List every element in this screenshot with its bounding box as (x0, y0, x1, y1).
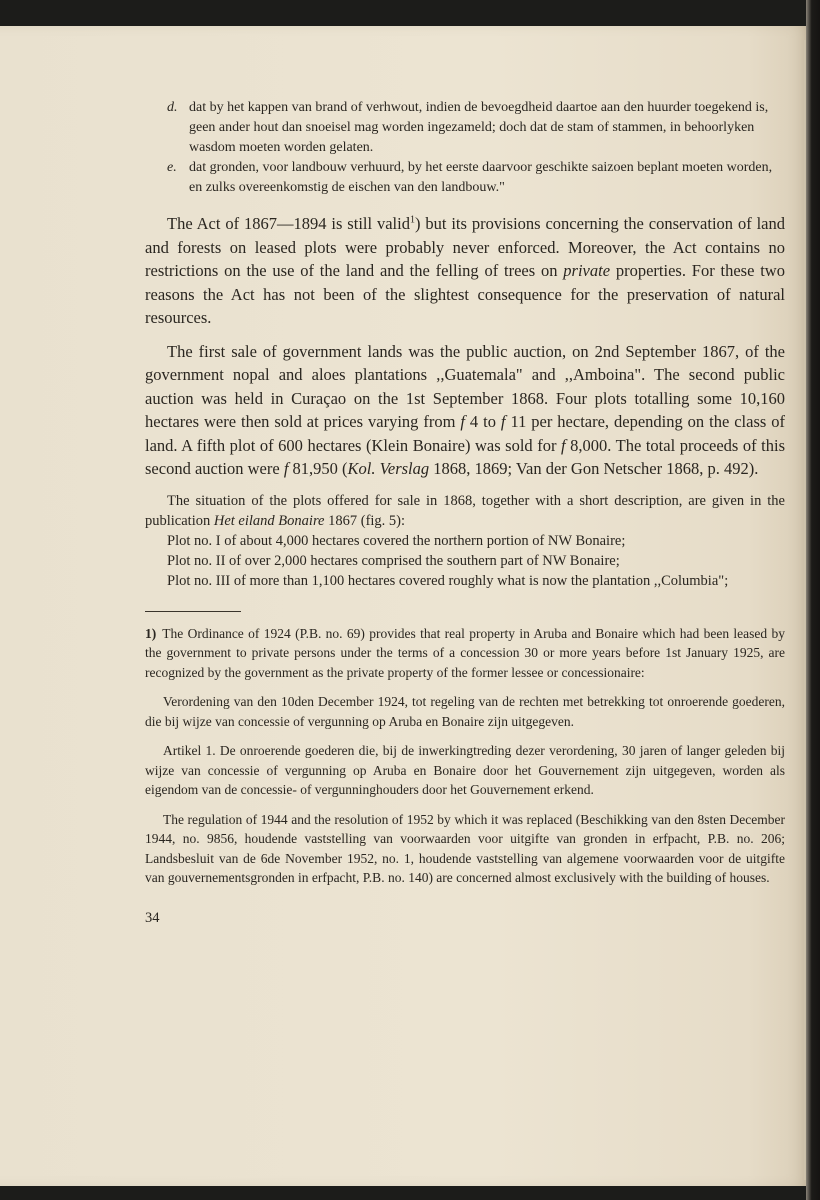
footnote-ref: 1 (409, 214, 415, 226)
text-run: 81,950 ( (288, 459, 348, 478)
text-run: The Ordinance of 1924 (P.B. no. 69) provides that real property in Aruba and Bonaire which had been leased by the government to private persons under the terms of a concession 30 or more years before 1st January 1925, are recognized by the government as the private property of the former lessee or concessionaire: (145, 625, 785, 680)
page-content (145, 98, 785, 927)
footnote-paragraph: The regulation of 1944 and the resolution of 1952 by which it was replaced (Beschikking van den 8sten December 1944, no. 9856, houdende vaststelling van voorwaarden voor uitgifte van gronden in erfpacht, P.B. no. 206; Landsbesluit van de 6de November 1952, no. 1, houdende vaststelling van algemene voorwaarden voor de uitgifte van gouvernementsgronden in erfpacht, P.B. no. 140) are concerned almost exclusively with the building of houses. (145, 811, 785, 885)
list-text: dat gronden, voor landbouw verhuurd, by het eerste daarvoor geschikte saizoen beplant moeten worden, en zulks overeenkomstig de eischen van den landbouw." (189, 160, 773, 195)
lettered-list (145, 98, 785, 198)
footnote-paragraph: Artikel 1. De onroerende goederen die, bij de inwerkingtreding dezer verordening, 30 jaren of langer geleden bij wijze van concessie of vergunning op Aruba en Bonaire door het Gouvernement zijn uitgegeven, worden als eigendom van de concessie- of vergunninghouders door het Gouvernement erkend. (145, 743, 785, 797)
florin-symbol: f (460, 412, 465, 431)
book-spine (806, 0, 820, 1200)
emphasis: private (563, 261, 611, 280)
list-letter: d. (167, 100, 178, 115)
text-run: The situation of the plots offered for sale in 1868, together with a short description, are given in the publication (145, 492, 785, 529)
book-page (0, 26, 812, 1186)
list-text: dat by het kappen van brand of verhwout, indien de bevoegdheid daartoe aan den huurder toegekend is, geen ander hout dan snoeisel mag worden ingezameld; doch dat de stam of stammen, in behoorlyken wasdom moeten worden gelaten. (189, 100, 769, 155)
page-number: 34 (145, 909, 160, 926)
plot-line: Plot no. I of about 4,000 hectares covered the northern portion of NW Bonaire; (167, 532, 626, 549)
text-run: 1867 (fig. 5): (324, 512, 406, 529)
paragraph-first-sale (145, 340, 785, 481)
footnote-divider (145, 611, 241, 612)
florin-symbol: f (561, 435, 566, 455)
text-run: properties. For these two reasons the Act has not been of the slightest consequence for the preservation of natural resources. (145, 261, 785, 327)
list-letter: e. (167, 160, 177, 175)
plot-line: Plot no. III of more than 1,100 hectares covered roughly what is now the plantation ,,Columbia"; (167, 572, 729, 589)
text-run: ) but its provisions concerning the conservation of land and forests on leased plots were probably never enforced. Moreover, the Act contains no restrictions on the use of the land and the felling of trees on (145, 214, 785, 280)
text-run: 8,000. The total proceeds of this second auction were (145, 435, 785, 478)
emphasis: Kol. Verslag (347, 459, 430, 478)
footnote-paragraph (145, 624, 785, 683)
text-run: 11 per hectare, depending on the class of land. A fifth plot of 600 hectares (Klein Bonaire) was sold for (145, 412, 785, 455)
list-item-d (145, 98, 785, 158)
paragraph-act-1867 (145, 212, 785, 330)
emphasis: Het eiland Bonaire (213, 512, 325, 529)
florin-symbol: f (283, 459, 289, 478)
footnote (145, 624, 785, 888)
text-run: The first sale of government lands was the public auction, on 2nd September 1867, of the government nopal and aloes plantations ,,Guatemala" and ,,Amboina". The second public auction was held in Curaçao on the 1st September 1868. Four plots totalling some 10,160 hectares were then sold at prices varying from (145, 341, 785, 431)
list-item-e (145, 158, 785, 198)
text-run: 4 to (464, 412, 501, 431)
plots-section (145, 491, 785, 591)
text-run: 1868, 1869; Van der Gon Netscher 1868, p. 492). (429, 459, 759, 478)
text-run: The Act of 1867—1894 is still valid (167, 214, 410, 233)
paragraph-plot-situation (145, 491, 785, 531)
plot-line: Plot no. II of over 2,000 hectares comprised the southern part of NW Bonaire; (167, 552, 620, 569)
footnote-paragraph: Verordening van den 10den December 1924, tot regeling van de rechten met betrekking tot onroerende goederen, die bij wijze van concessie of vergunning op Aruba en Bonaire zijn uitgegeven. (145, 694, 785, 729)
footnote-mark: 1) (145, 625, 157, 641)
florin-symbol: f (500, 412, 506, 431)
